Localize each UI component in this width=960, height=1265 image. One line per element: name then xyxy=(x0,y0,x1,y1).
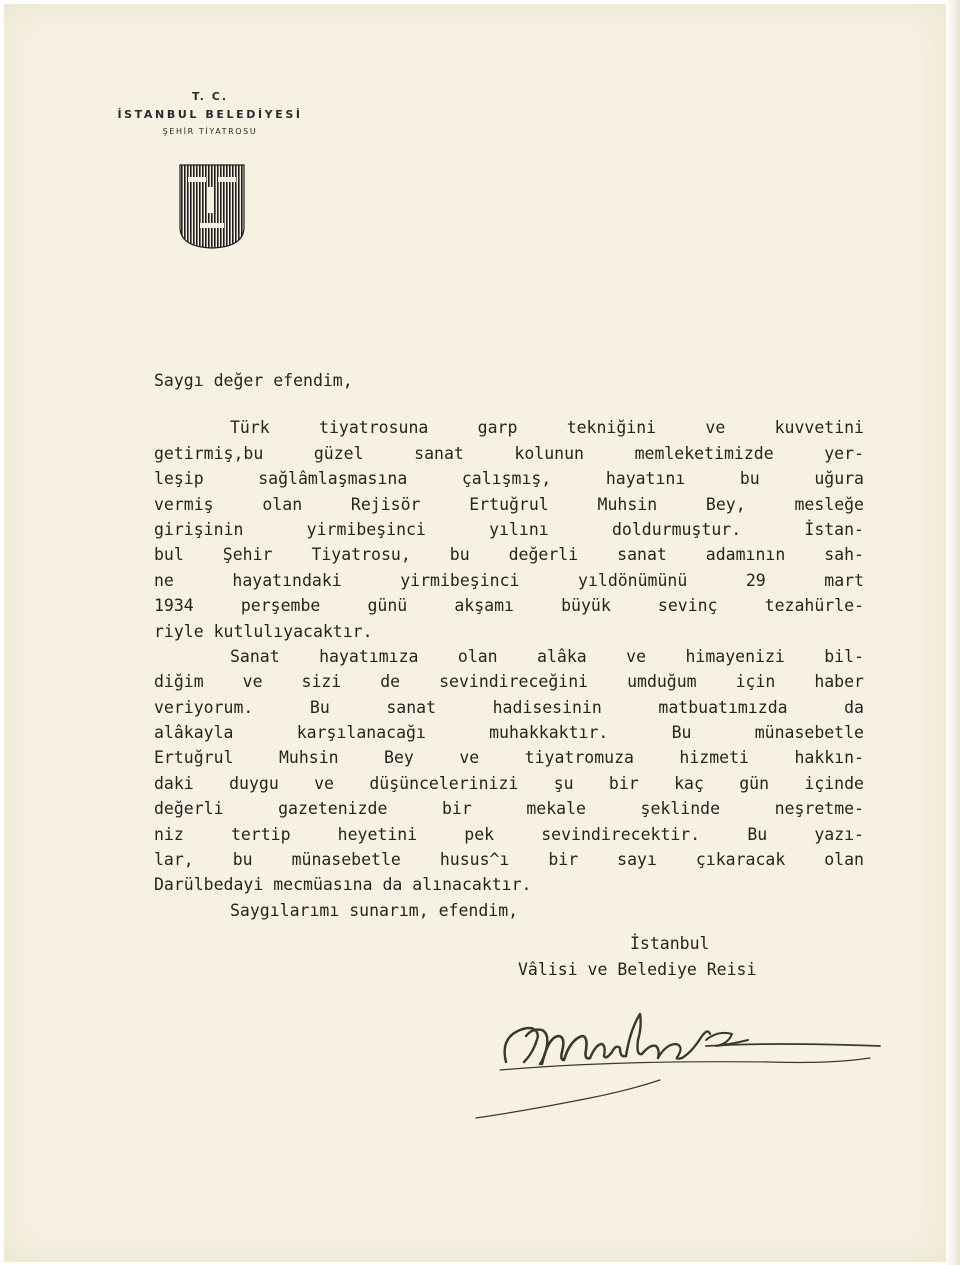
letterhead-tc: T. C. xyxy=(191,90,229,103)
signatory-title: Vâlisi ve Belediye Reisi xyxy=(518,960,757,979)
paragraph2-line: veriyorum. Bu sanat hadisesinin matbuatımızda da xyxy=(154,697,864,717)
paragraph2-line: niz tertip heyetini pek sevindirecektir. Bu yazı- xyxy=(154,824,864,844)
paragraph2-line: Darülbedayi mecmüasına da alınacaktır. xyxy=(154,875,532,895)
theatre-mask-emblem-icon xyxy=(178,163,246,249)
paragraph2-line: alâkayla karşılanacağı muhakkaktır. Bu münasebetle xyxy=(154,723,864,743)
paragraph1-line: 1934 perşembe günü akşamı büyük sevinç tezahürle- xyxy=(154,596,864,616)
closing-line: Saygılarımı sunarım, efendim, xyxy=(230,900,519,920)
paragraph1-line: girişinin yirmibeşinci yılını doldurmuştur. İstan- xyxy=(154,519,864,539)
letterhead-organization: İSTANBUL BELEDİYESİ xyxy=(117,108,303,121)
letter-body xyxy=(154,368,864,923)
paragraph1-line: bul Şehir Tiyatrosu, bu değerli sanat adamının sah- xyxy=(154,545,864,565)
paragraph2-line: değerli gazetenizde bir mekale şeklinde neşretme- xyxy=(154,799,864,819)
paragraph1-line: ne hayatındaki yirmibeşinci yıldönümünü 29 mart xyxy=(154,570,864,590)
paragraph2-line: diğim ve sizi de sevindireceğini umduğum için haber xyxy=(154,672,864,692)
paragraph1-line: riyle kutlulıyacaktır. xyxy=(154,621,373,641)
paragraph1-line: vermiş olan Rejisör Ertuğrul Muhsin Bey, mesleğe xyxy=(154,494,864,514)
salutation: Saygı değer efendim, xyxy=(154,371,353,390)
paragraph1-line: getirmiş,bu güzel sanat kolunun memleketimizde yer- xyxy=(154,443,864,463)
paragraph2-line: daki duygu ve düşüncelerinizi şu bir kaç gün içinde xyxy=(154,773,864,793)
paragraph1-line: Türk tiyatrosuna garp tekniğini ve kuvvetini xyxy=(230,418,864,438)
letterhead xyxy=(100,88,320,140)
paragraph2-line: Sanat hayatımıza olan alâka ve himayenizi bil- xyxy=(230,646,864,666)
signature-image xyxy=(470,1000,910,1130)
paragraph2-line: lar, bu münasebetle husus^ı bir sayı çıkaracak olan xyxy=(154,850,864,870)
paragraph1-line: leşip sağlâmlaşmasına çalışmış, hayatını bu uğura xyxy=(154,469,864,489)
letterhead-department: ŞEHİR TİYATROSU xyxy=(162,127,258,136)
paper-edge xyxy=(946,0,960,1265)
signatory-city: İstanbul xyxy=(630,934,710,953)
paragraph2-line: Ertuğrul Muhsin Bey ve tiyatromuza hizmeti hakkın- xyxy=(154,748,864,768)
